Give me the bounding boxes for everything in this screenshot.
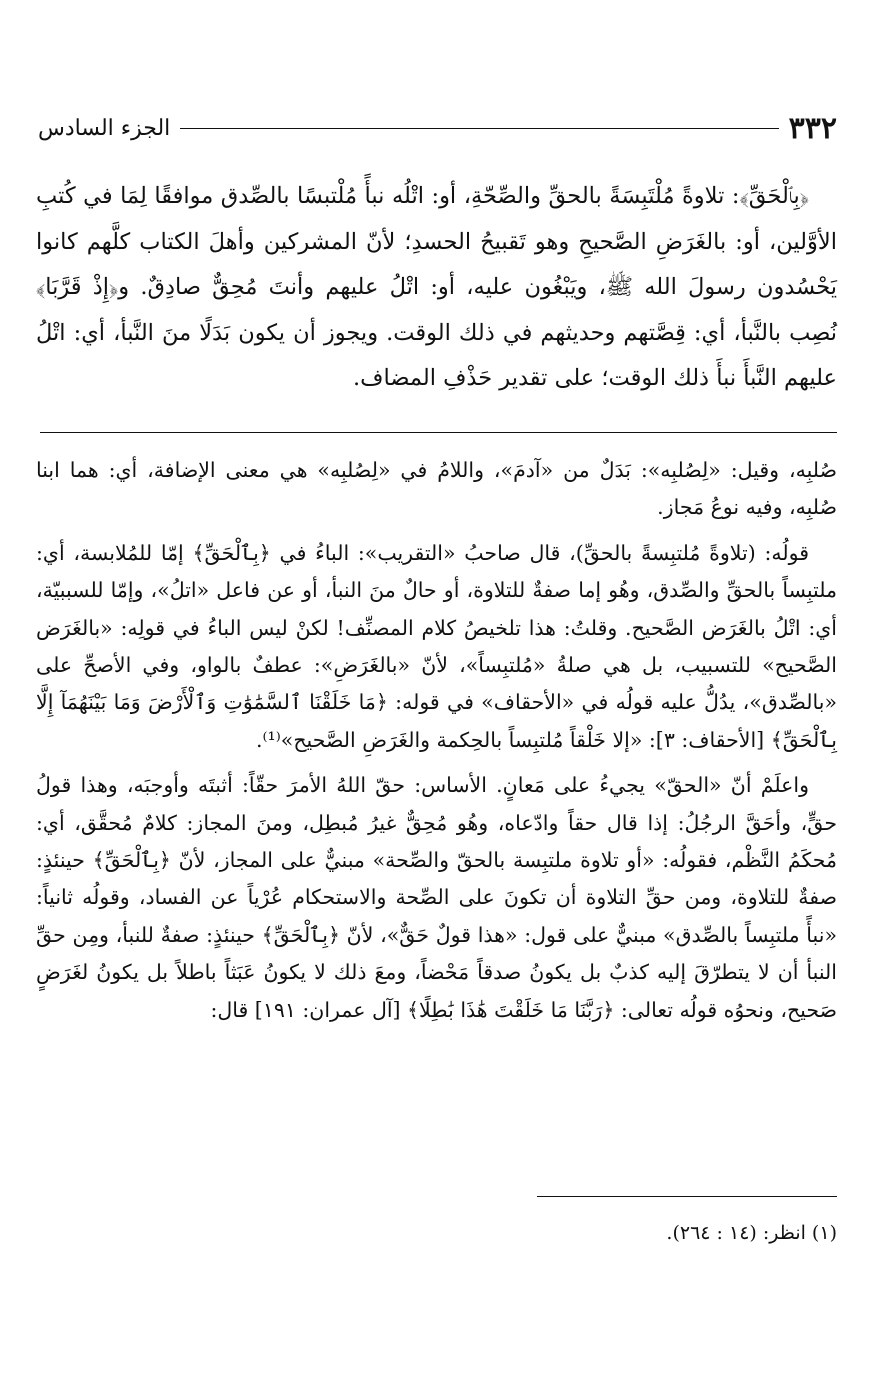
main-divider — [40, 432, 837, 433]
header-rule — [180, 128, 778, 129]
footnote-1: (١) انظر: (١٤ : ٢٦٤). — [666, 1222, 837, 1244]
running-title: الجزء السادس — [38, 115, 171, 141]
page-number: ٣٣٢ — [788, 110, 837, 146]
commentary-paragraph-2: قولُه: (تلاوةً مُلتبِسةً بالحقِّ)، قال صاحبُ «التقريب»: الباءُ في ﴿بِٱلْحَقِّ﴾ إمّا للمُلابسة، أي: ملتبِساً بالحقِّ والصِّدق، وهُو إما صفةٌ للتلاوة، أو حالٌ منَ النبأ، أو عن فاعل «اتلُ»، وإمّا للسببيّة، أي: اتْلُ بالغَرَض الصَّحيح. وقلتُ: هذا تلخيصُ كلام المصنِّف! لكنْ ليس الباءُ في قولِه: «بالغَرَض الصَّحيح» للتسبيب، بل هي صلةُ «مُلتبِساً»، لأنّ «بالغَرَضِ»: عطفٌ بالواو، وفي الأصحِّ على «بالصِّدق»، يدُلُّ عليه قولُه في «الأحقاف» في قوله: ﴿مَا خَلَقْنَا ٱلسَّمَٰوَٰتِ وَٱلْأَرْضَ وَمَا بَيْنَهُمَآ إِلَّا بِٱلْحَقِّ﴾ [الأحقاف: ٣]: «إلا خَلْقاً مُلتبِساً بالحِكمة والغَرَضِ الصَّحيح»⁽¹⁾. — [36, 540, 837, 752]
page-header — [38, 108, 837, 148]
commentary — [36, 452, 837, 1029]
commentary-paragraph-3: واعلَمْ أنّ «الحقّ» يجيءُ على مَعانٍ. الأساس: حقّ اللهُ الأمرَ حقّاً: أثبتَه وأوجبَه، وهذا قولُ حقٍّ، وأحَقَّ الرجُلُ: إذا قال حقاً وادّعاه، وهُو مُحِقٌّ غيرُ مُبطِل، ومنَ المجاز: كلامٌ مُحقَّق، أي: مُحكَمُ النَّظْم، فقولُه: «أو تلاوة ملتبِسة بالحقّ والصِّحة» مبنيٌّ على المجاز، لأنّ ﴿بِٱلْحَقِّ﴾ حينئذٍ: صفةٌ للتلاوة، ومن حقِّ التلاوة أن تكونَ على الصِّحة والاستحكام عُرْياً عن الفساد، وقولُه ثانياً: «نبأً ملتبِساً بالصِّدق» مبنيٌّ على قول: «هذا قولٌ حَقٌّ»، لأنّ ﴿بِٱلْحَقِّ﴾ حينئذٍ: صفةٌ للنبأ، ومِن حقِّ النبأ أن لا يتطرّقَ إليه كذبٌ بل يكونُ صدقاً مَحْضاً، ومعَ ذلك لا يكونُ عَبَثاً باطلاً بل يكونُ لغَرَضٍ صَحيح، ونحوُه قولُه تعالى: ﴿رَبَّنَا مَا خَلَقْتَ هَٰذَا بَٰطِلًا﴾ [آل عمران: ١٩١] قال: — [36, 773, 837, 1022]
footnote-divider — [537, 1196, 837, 1197]
main-text — [36, 174, 837, 402]
footnotes — [36, 1218, 837, 1248]
main-paragraph: ﴿بِٱلْحَقِّ﴾: تلاوةً مُلْتَبِسَةً بالحقِّ والصِّحّةِ، أو: اتْلُه نبأً مُلْتبسًا بالصِّدق موافقًا لِمَا في كُتبِ الأوَّلين، أو: بالغَرَضِ الصَّحيحِ وهو تَقبيحُ الحسدِ؛ لأنّ المشركين وأهلَ الكتاب كلَّهم كانوا يَحْسُدون رسولَ الله ﷺ، ويَبْغُون عليه، أو: اتْلُ عليهم وأنتَ مُحِقٌّ صادِقٌ. و﴿إِذْ قَرَّبَا﴾ نُصِب بالنَّبأ، أي: قِصَّتهم وحديثهم في ذلك الوقت. ويجوز أن يكون بَدَلًا منَ النَّبأ، أي: اتْلُ عليهم النَّبأَ نبأَ ذلك الوقت؛ على تقدير حَذْفِ المضاف. — [36, 183, 837, 392]
commentary-paragraph-1: صُلبِه، وقيل: «لِصُلبِه»: بَدَلٌ من «آدمَ»، واللامُ في «لِصُلبِه» هي معنى الإضافة، أي: هما ابنا صُلبِه، وفيه نوعُ مَجاز. — [36, 458, 837, 520]
